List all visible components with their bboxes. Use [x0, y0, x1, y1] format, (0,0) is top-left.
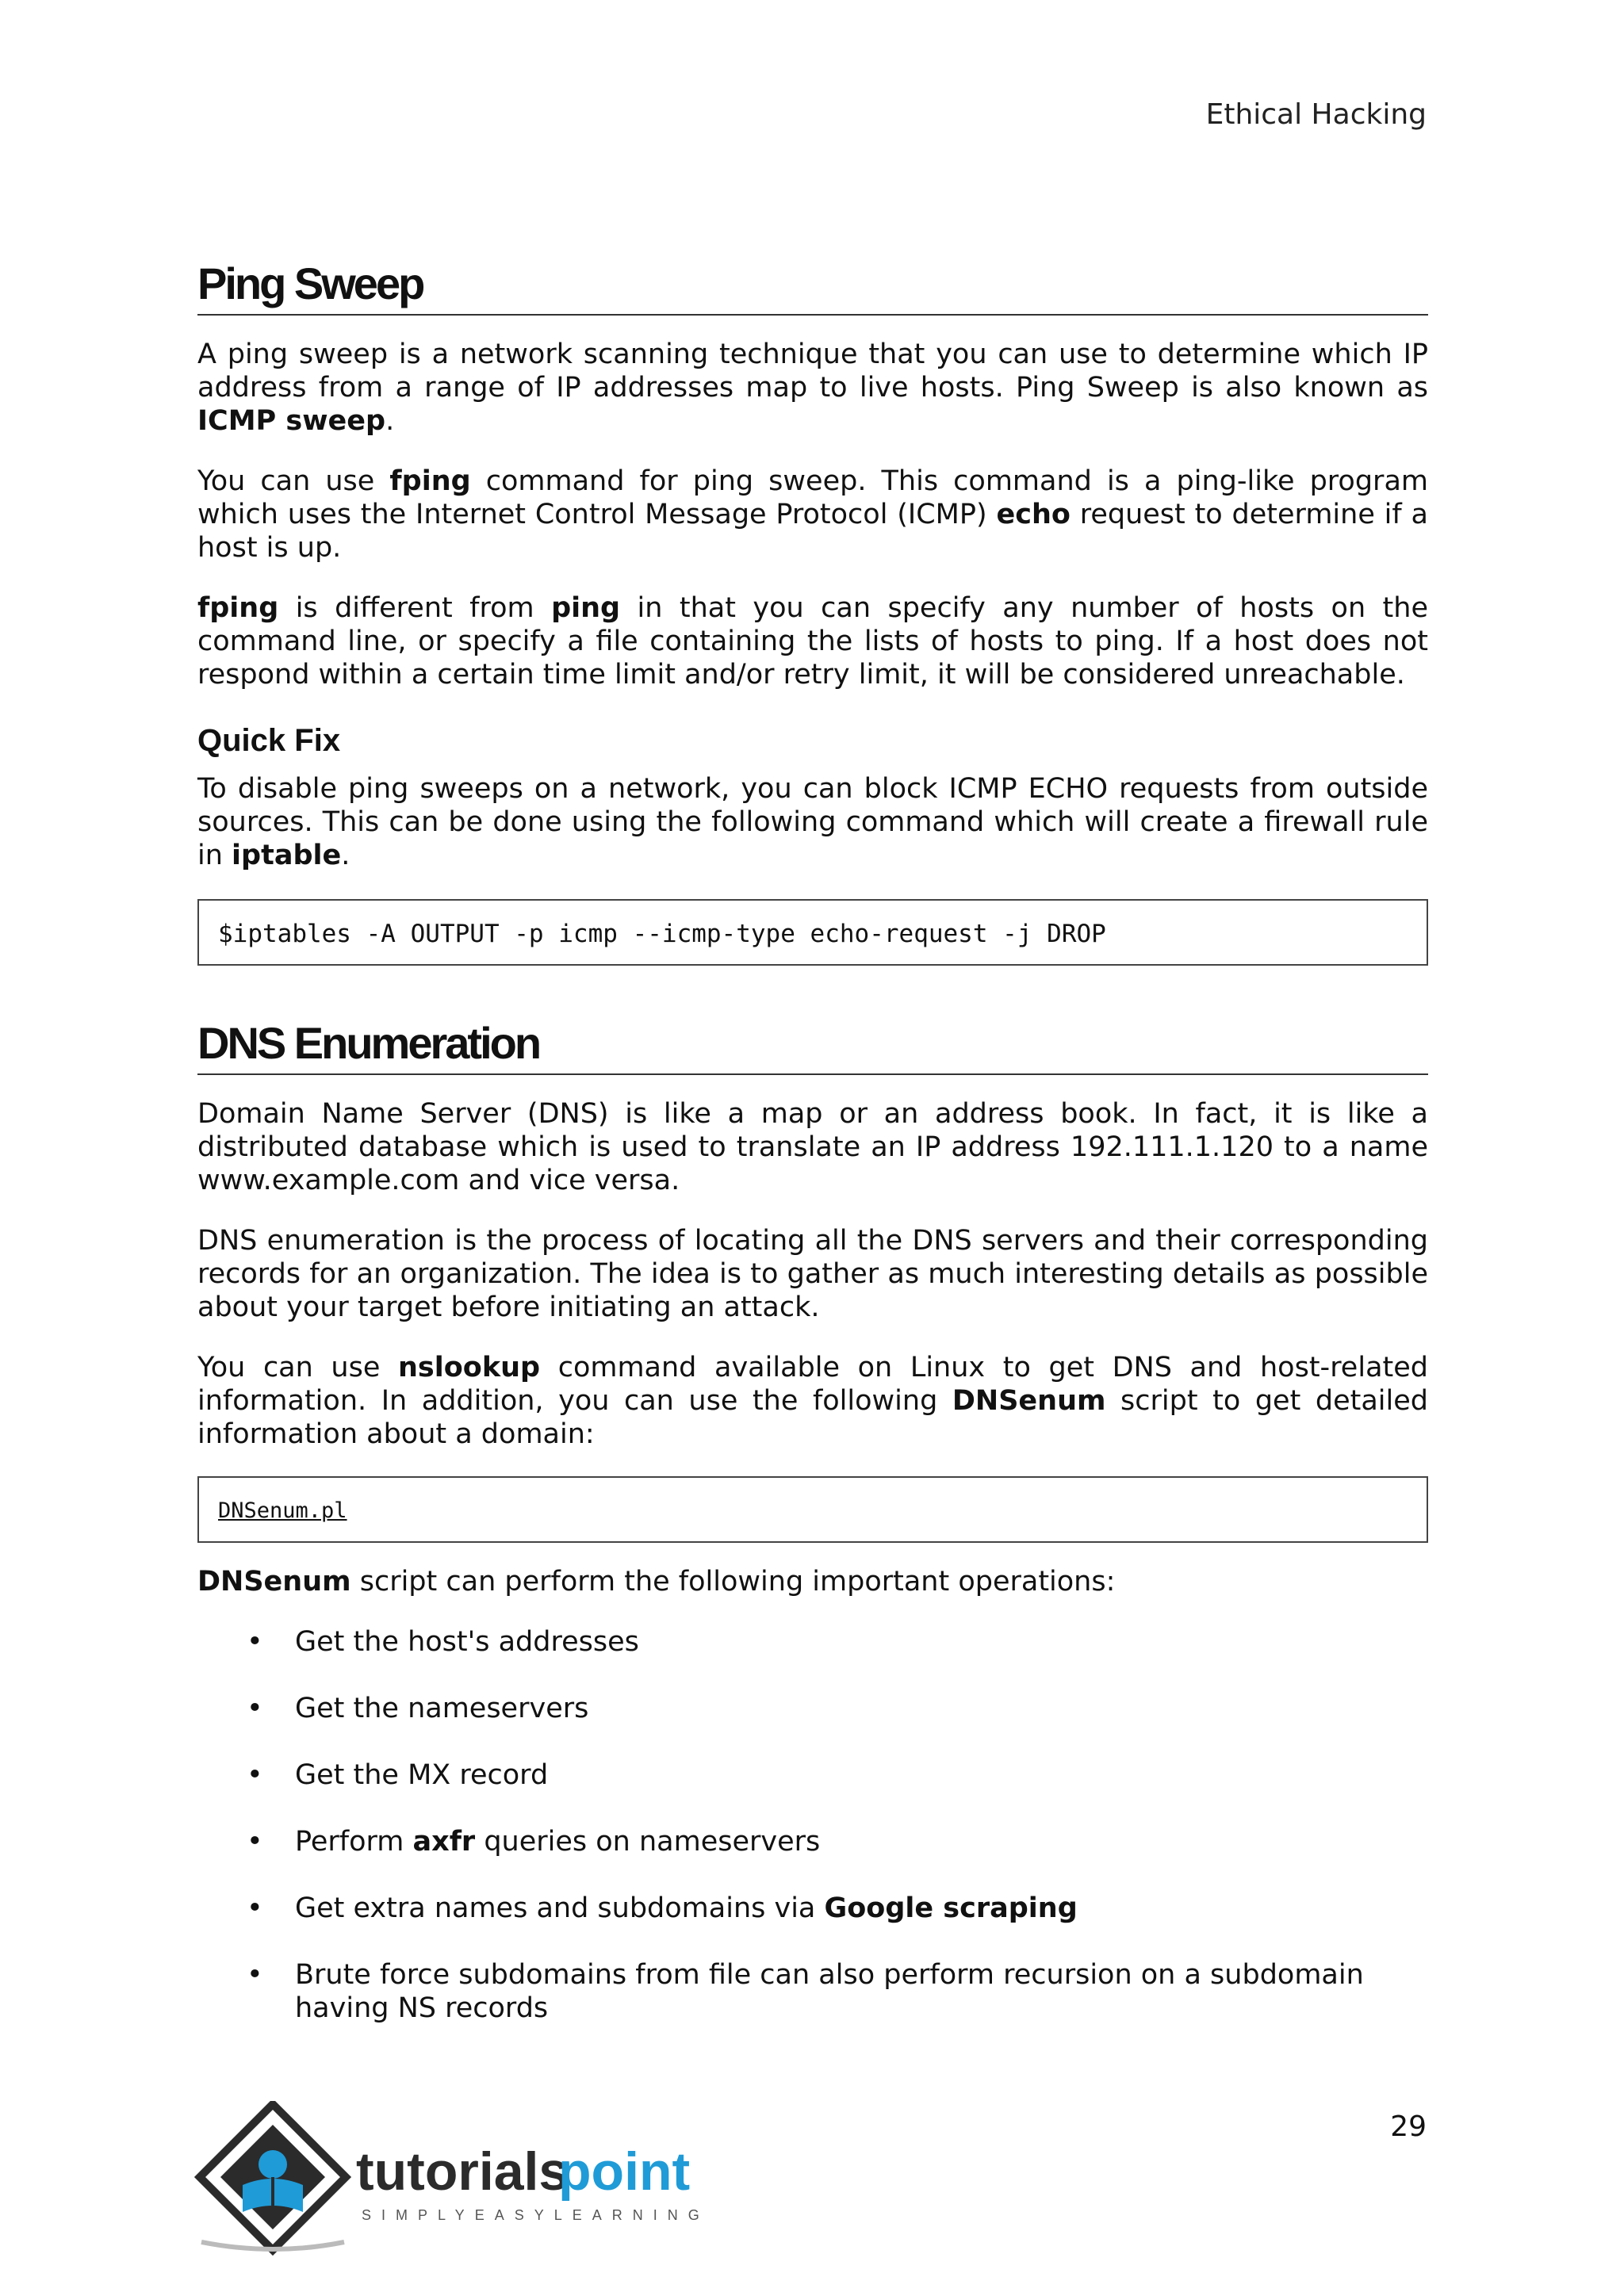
tutorialspoint-logo [193, 2101, 733, 2260]
list-item: • Brute force subdomains from file can also perform recursion on a subdomain having NS records [247, 1959, 1364, 2024]
list-item: • Get the MX record [247, 1759, 549, 1791]
logo-word-tutorials: tutorials [356, 2141, 569, 2202]
paragraph: DNSenum script can perform the following important operations: [197, 1566, 1116, 1598]
logo-tagline: SIMPLYEASYLEARNING [362, 2207, 710, 2223]
list-item: • Perform axfr queries on nameservers [247, 1826, 821, 1858]
paragraph: DNS enumeration is the process of locating all the DNS servers and their corresponding records for an organization. The idea is to gather as much interesting details as possible about your target before initiating an attack. [197, 1225, 1428, 1323]
operations-list [197, 1625, 1428, 2025]
paragraph: fping is different from ping in that you can specify any number of hosts on the command line, or specify a file containing the lists of hosts to ping. If a host does not respond within a certain time limit and/or retry limit, it will be considered unreachable. [197, 592, 1429, 691]
page-number: 29 [1390, 2110, 1427, 2143]
logo-word-point: point [558, 2141, 691, 2202]
list-item: • Get the nameservers [247, 1693, 589, 1724]
logo-person-icon [259, 2150, 287, 2179]
page-content [197, 255, 1428, 2058]
dnsenum-link[interactable]: DNSenum.pl [218, 1498, 347, 1523]
code-block-dnsenum [197, 1476, 1428, 1543]
section-title-ping-sweep: Ping Sweep [197, 255, 1428, 316]
list-item: • Get the host's addresses [247, 1626, 639, 1658]
running-header: Ethical Hacking [1205, 98, 1427, 131]
paragraph: You can use fping command for ping sweep. This command is a ping-like program which uses the Internet Control Message Protocol (ICMP) echo request to determine if a host is up. [197, 465, 1428, 564]
code-block-iptables: $iptables -A OUTPUT -p icmp --icmp-type echo-request -j DROP [197, 899, 1428, 966]
paragraph: Domain Name Server (DNS) is like a map or an address book. In fact, it is like a distributed database which is used to translate an IP address 192.111.1.120 to a name www.example.com and vice versa. [197, 1098, 1428, 1196]
paragraph: You can use nslookup command available on Linux to get DNS and host-related information. In addition, you can use the following DNSenum script to get detailed information about a domain: [197, 1352, 1428, 1450]
paragraph: To disable ping sweeps on a network, you can block ICMP ECHO requests from outside sources. This can be done using the following command which will create a firewall rule in iptable. [197, 773, 1428, 871]
section-title-dns-enumeration: DNS Enumeration [197, 1015, 1428, 1075]
paragraph: A ping sweep is a network scanning technique that you can use to determine which IP address from a range of IP addresses map to live hosts. Ping Sweep is also known as ICMP sweep. [197, 339, 1428, 437]
subsection-title-quick-fix: Quick Fix [197, 723, 341, 758]
list-item: • Get extra names and subdomains via Google scraping [247, 1892, 1078, 1924]
